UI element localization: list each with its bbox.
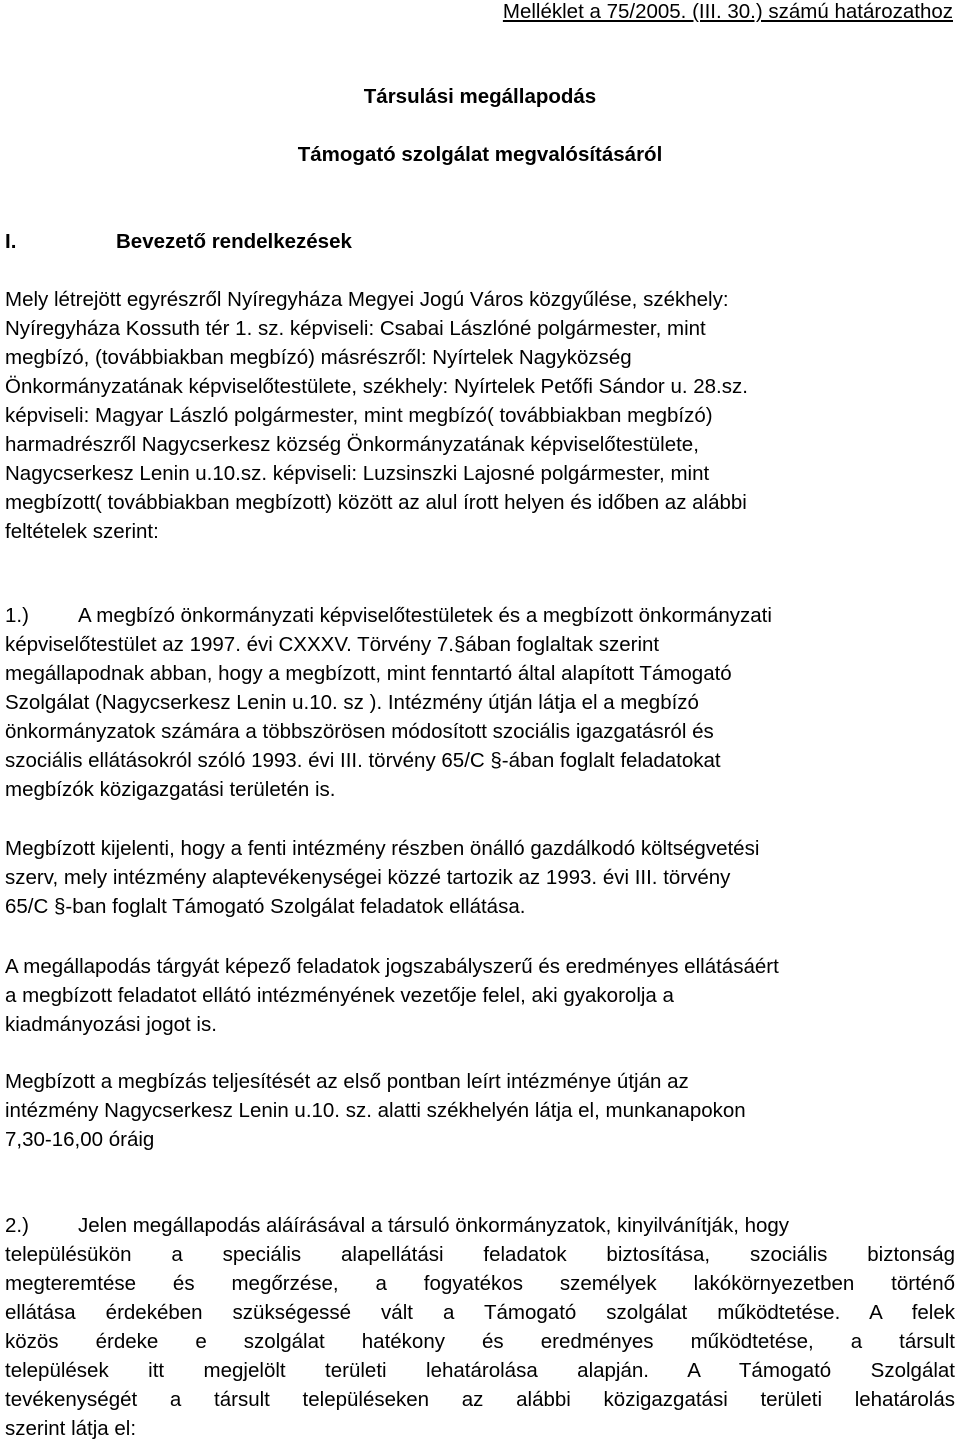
point1-line: megbízók közigazgatási területén is.	[5, 778, 336, 801]
point1-line: megállapodnak abban, hogy a megbízott, mint fenntartó által alapított Támogató	[5, 662, 732, 685]
document-subtitle: Támogató szolgálat megvalósításáról	[297, 143, 663, 166]
megbizott-line: 65/C §-ban foglalt Támogató Szolgálat feladatok ellátása.	[5, 895, 526, 918]
intro-line: képviseli: Magyar László polgármester, mint megbízó( továbbiakban megbízó)	[5, 404, 713, 427]
point2-line: tevékenységét a társult településeken az alábbi közigazgatási területi lehatárolás	[5, 1388, 955, 1411]
teljesites-line: 7,30-16,00 óráig	[5, 1128, 155, 1151]
targy-line: A megállapodás tárgyát képező feladatok jogszabályszerű és eredményes ellátásáért	[5, 955, 779, 978]
document-title: Társulási megállapodás	[363, 85, 597, 108]
intro-line: megbízó, (továbbiakban megbízó) másrészről: Nyírtelek Nagyközség	[5, 346, 632, 369]
targy-line: kiadmányozási jogot is.	[5, 1013, 217, 1036]
point2-line: településükön a speciális alapellátási feladatok biztosítása, szociális biztonság	[5, 1243, 955, 1266]
point1-line: képviselőtestület az 1997. évi CXXXV. Törvény 7.§ában foglaltak szerint	[5, 633, 660, 656]
point2-line: szerint látja el:	[5, 1417, 137, 1440]
point-number: 2.)	[5, 1214, 29, 1237]
point2-line: megteremtése és megőrzése, a fogyatékos személyek lakókörnyezetben történő	[5, 1272, 955, 1295]
point1-line: szociális ellátásokról szóló 1993. évi III. törvény 65/C §-ában foglalt feladatokat	[5, 749, 721, 772]
point2-line: Jelen megállapodás aláírásával a társuló önkormányzatok, kinyilvánítják, hogy	[78, 1214, 790, 1237]
point2-line: közös érdeke e szolgálat hatékony és eredményes működtetése, a társult	[5, 1330, 955, 1353]
point1-line: A megbízó önkormányzati képviselőtestületek és a megbízott önkormányzati	[78, 604, 772, 627]
intro-line: Nagycserkesz Lenin u.10.sz. képviseli: Luzsinszki Lajosné polgármester, mint	[5, 462, 710, 485]
point1-line: önkormányzatok számára a többszörösen módosított szociális igazgatásról és	[5, 720, 714, 743]
megbizott-line: szerv, mely intézmény alaptevékenységei közzé tartozik az 1993. évi III. törvény	[5, 866, 731, 889]
point2-line: ellátása érdekében szükségessé vált a Támogató szolgálat működtetése. A felek	[5, 1301, 955, 1324]
intro-line: Nyíregyháza Kossuth tér 1. sz. képviseli: Csabai Lászlóné polgármester, mint	[5, 317, 706, 340]
point-number: 1.)	[5, 604, 29, 627]
teljesites-line: Megbízott a megbízás teljesítését az első pontban leírt intézménye útján az	[5, 1070, 689, 1093]
targy-line: a megbízott feladatot ellátó intézményének vezetője felel, aki gyakorolja a	[5, 984, 674, 1007]
point1-line: Szolgálat (Nagycserkesz Lenin u.10. sz ). Intézmény útján látja el a megbízó	[5, 691, 699, 714]
intro-line: megbízott( továbbiakban megbízott) között az alul írott helyen és időben az alábbi	[5, 491, 747, 514]
section-title: Bevezető rendelkezések	[116, 230, 352, 253]
intro-line: harmadrészről Nagycserkesz község Önkormányzatának képviselőtestülete,	[5, 433, 699, 456]
teljesites-line: intézmény Nagycserkesz Lenin u.10. sz. alatti székhelyén látja el, munkanapokon	[5, 1099, 746, 1122]
intro-line: Mely létrejött egyrészről Nyíregyháza Megyei Jogú Város közgyűlése, székhely:	[5, 288, 729, 311]
intro-line: feltételek szerint:	[5, 520, 159, 543]
intro-line: Önkormányzatának képviselőtestülete, székhely: Nyírtelek Petőfi Sándor u. 28.sz.	[5, 375, 748, 398]
point2-line: települések itt megjelölt területi lehatárolása alapján. A Támogató Szolgálat	[5, 1359, 955, 1382]
annex-reference: Melléklet a 75/2005. (III. 30.) számú határozathoz	[502, 0, 953, 23]
section-number: I.	[5, 230, 17, 253]
megbizott-line: Megbízott kijelenti, hogy a fenti intézmény részben önálló gazdálkodó költségvetési	[5, 837, 760, 860]
